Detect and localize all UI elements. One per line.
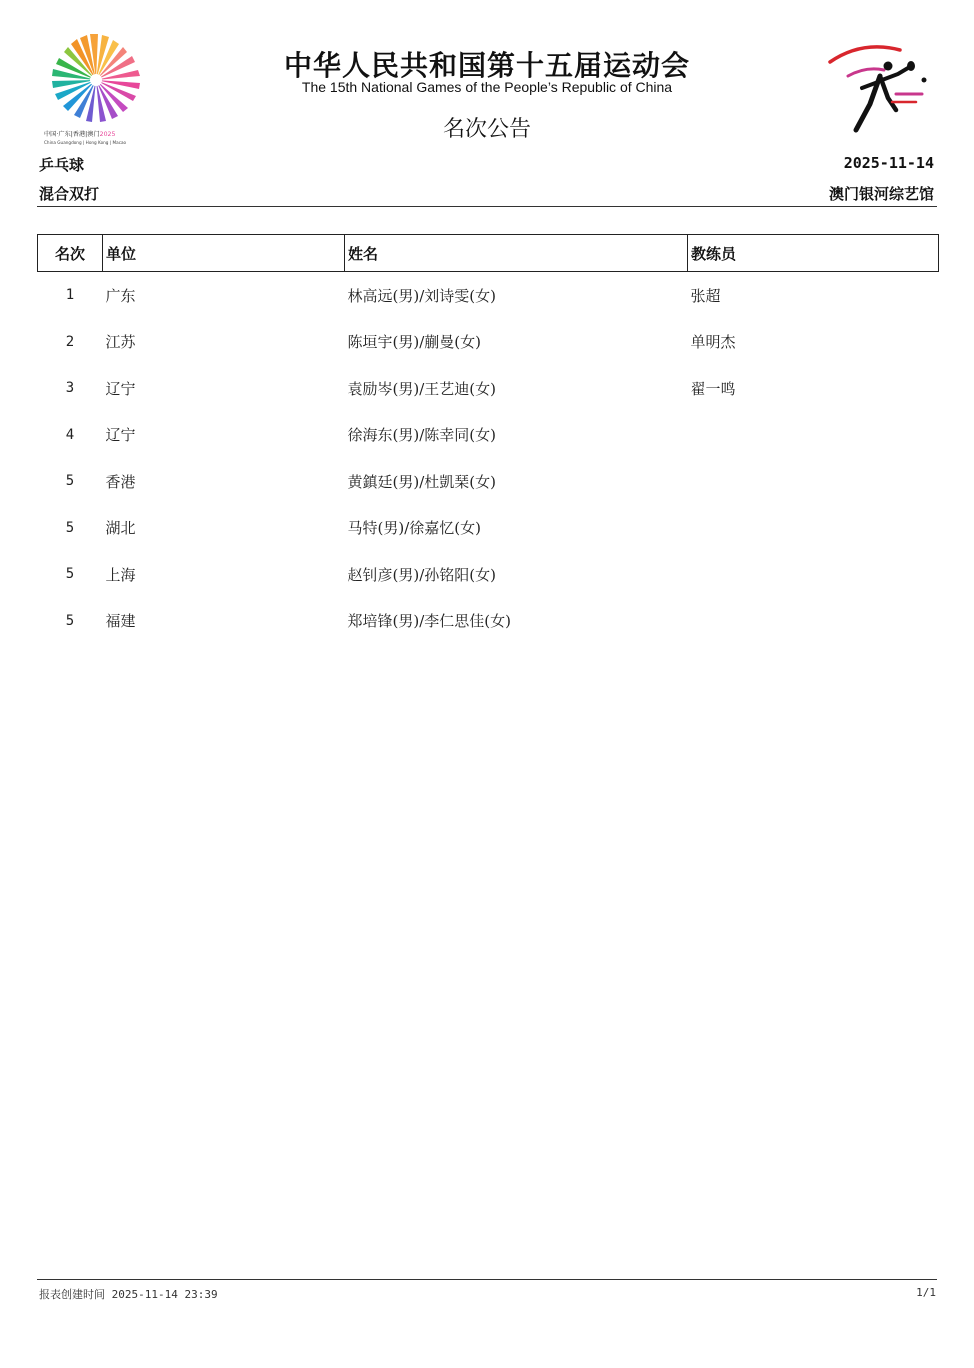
table-row (38, 272, 939, 319)
names-cell: 林高远(男)/刘诗雯(女) (347, 286, 496, 305)
unit-cell: 辽宁 (105, 426, 136, 445)
rank-cell: 5 (65, 473, 75, 490)
names-cell: 马特(男)/徐嘉忆(女) (347, 519, 481, 538)
unit-cell: 广东 (105, 286, 136, 305)
venue-name: 澳门银河综艺馆 (828, 185, 934, 203)
sport-name: 乒乓球 (39, 156, 85, 174)
rank-cell: 5 (65, 612, 75, 629)
page-number: 1/1 (916, 1286, 936, 1299)
rank-cell: 1 (65, 287, 75, 304)
results-table (37, 234, 939, 644)
names-cell: 赵钊彦(男)/孙铭阳(女) (347, 565, 496, 584)
event-name: 混合双打 (39, 185, 100, 203)
table-row (38, 365, 939, 412)
table-row (38, 505, 939, 552)
unit-cell: 江苏 (105, 333, 136, 352)
event-date: 2025-11-14 (843, 154, 934, 172)
created-time: 2025-11-14 23:39 (111, 1288, 218, 1301)
unit-cell: 辽宁 (105, 379, 136, 398)
coach-cell (688, 598, 939, 645)
column-header-unit: 单位 (103, 235, 345, 272)
table-header-row (38, 235, 939, 272)
names-cell: 黄鎮廷(男)/杜凱琹(女) (347, 472, 496, 491)
rank-cell: 5 (65, 519, 75, 536)
column-header-names: 姓名 (345, 235, 688, 272)
column-header-rank: 名次 (38, 235, 103, 272)
unit-cell: 湖北 (105, 519, 136, 538)
rank-cell: 5 (65, 566, 75, 583)
footer-divider (37, 1279, 937, 1280)
emblem-caption-zh: 中国·广东|香港|澳门2025 (44, 131, 116, 138)
rank-cell: 2 (65, 333, 75, 350)
names-cell: 郑培锋(男)/李仁思佳(女) (347, 612, 511, 631)
table-row (38, 551, 939, 598)
rank-cell: 4 (65, 426, 75, 443)
coach-cell (688, 505, 939, 552)
report-created-time (39, 1286, 218, 1302)
document-subtitle: 名次公告 (442, 117, 531, 142)
unit-cell: 上海 (105, 565, 136, 584)
names-cell: 袁励岑(男)/王艺迪(女) (347, 379, 496, 398)
table-row (38, 598, 939, 645)
page-title: 中华人民共和国第十五届运动会 (283, 49, 690, 82)
rank-cell: 3 (65, 380, 75, 397)
unit-cell: 福建 (105, 612, 136, 631)
coach-cell (688, 412, 939, 459)
coach-cell (688, 458, 939, 505)
unit-cell: 香港 (105, 472, 136, 491)
page-title-english: The 15th National Games of the People’s Republic of China (301, 79, 673, 95)
table-row (38, 412, 939, 459)
names-cell: 陈垣宇(男)/蒯曼(女) (347, 333, 481, 352)
table-row (38, 319, 939, 366)
table-row (38, 458, 939, 505)
created-label: 报表创建时间 (39, 1288, 105, 1301)
emblem-caption-en: China Guangdong | Hong Kong | Macao (44, 140, 127, 145)
coach-cell (688, 551, 939, 598)
names-cell: 徐海东(男)/陈幸同(女) (347, 426, 496, 445)
header-divider (37, 206, 937, 207)
coach-cell: 张超 (690, 286, 721, 305)
column-header-coach: 教练员 (688, 235, 939, 272)
coach-cell: 单明杰 (690, 333, 736, 352)
coach-cell: 翟一鸣 (690, 379, 736, 398)
